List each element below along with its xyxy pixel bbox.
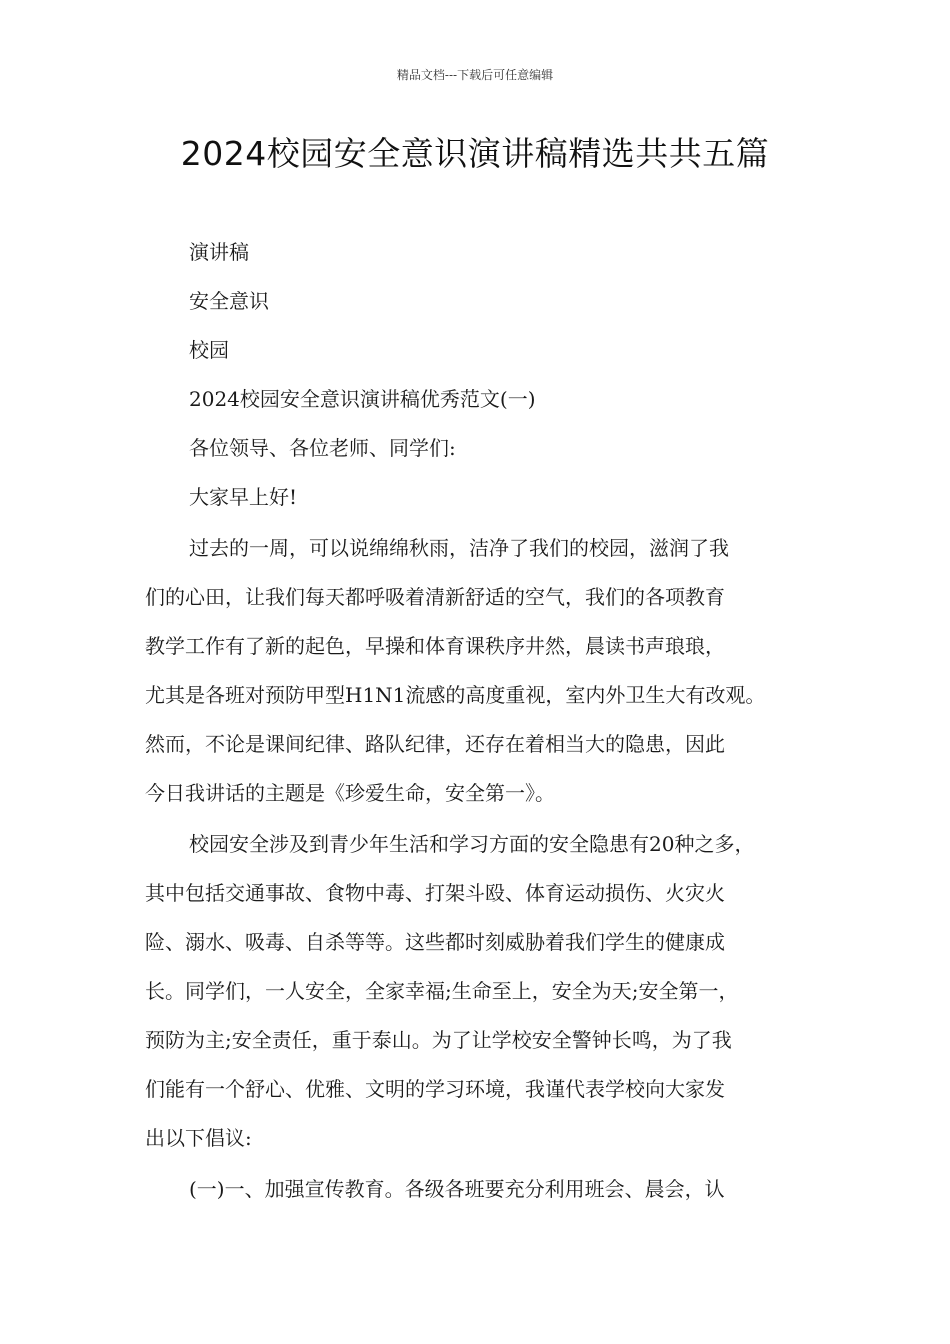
paragraph-line: 教学工作有了新的起色，早操和体育课秩序井然，晨读书声琅琅，: [145, 634, 725, 658]
paragraph-line: 然而，不论是课间纪律、路队纪律，还存在着相当大的隐患，因此: [145, 732, 725, 756]
paragraph-line: 预防为主;安全责任，重于泰山。为了让学校安全警钟长鸣，为了我: [145, 1028, 732, 1052]
paragraph-line: 其中包括交通事故、食物中毒、打架斗殴、体育运动损伤、火灾火: [145, 881, 725, 905]
paragraph-line: 们能有一个舒心、优雅、文明的学习环境，我谨代表学校向大家发: [145, 1077, 725, 1101]
document-body: [145, 228, 825, 1214]
paragraph-line: 过去的一周，可以说绵绵秋雨，洁净了我们的校园，滋润了我: [189, 536, 729, 560]
paragraph-2: [145, 820, 825, 1163]
salutation: 各位领导、各位老师、同学们:: [189, 436, 456, 460]
paragraph-line: 险、溺水、吸毒、自杀等等。这些都时刻威胁着我们学生的健康成: [145, 930, 725, 954]
section-subtitle: 2024校园安全意识演讲稿优秀范文(一): [189, 387, 536, 411]
paragraph-line: 今日我讲话的主题是《珍爱生命，安全第一》。: [145, 781, 555, 805]
paragraph-3: [145, 1165, 825, 1214]
keyword-campus: 校园: [189, 338, 229, 362]
paragraph-line: 长。同学们，一人安全，全家幸福;生命至上，安全为天;安全第一，: [145, 979, 739, 1003]
greeting: 大家早上好!: [189, 485, 298, 509]
header-note: 精品文档---下载后可任意编辑: [396, 68, 554, 82]
paragraph-line: (一)一、加强宣传教育。各级各班要充分利用班会、晨会，认: [189, 1177, 725, 1201]
paragraph-line: 出以下倡议:: [145, 1126, 252, 1150]
paragraph-line: 们的心田，让我们每天都呼吸着清新舒适的空气，我们的各项教育: [145, 585, 725, 609]
keyword-speech: 演讲稿: [189, 240, 249, 264]
paragraph-line: 校园安全涉及到青少年生活和学习方面的安全隐患有20种之多，: [189, 832, 755, 856]
paragraph-1: [145, 524, 825, 818]
document-title: 2024校园安全意识演讲稿精选共共五篇: [180, 134, 770, 173]
paragraph-line: 尤其是各班对预防甲型H1N1流感的高度重视，室内外卫生大有改观。: [145, 683, 766, 707]
keyword-safety-awareness: 安全意识: [189, 289, 269, 313]
